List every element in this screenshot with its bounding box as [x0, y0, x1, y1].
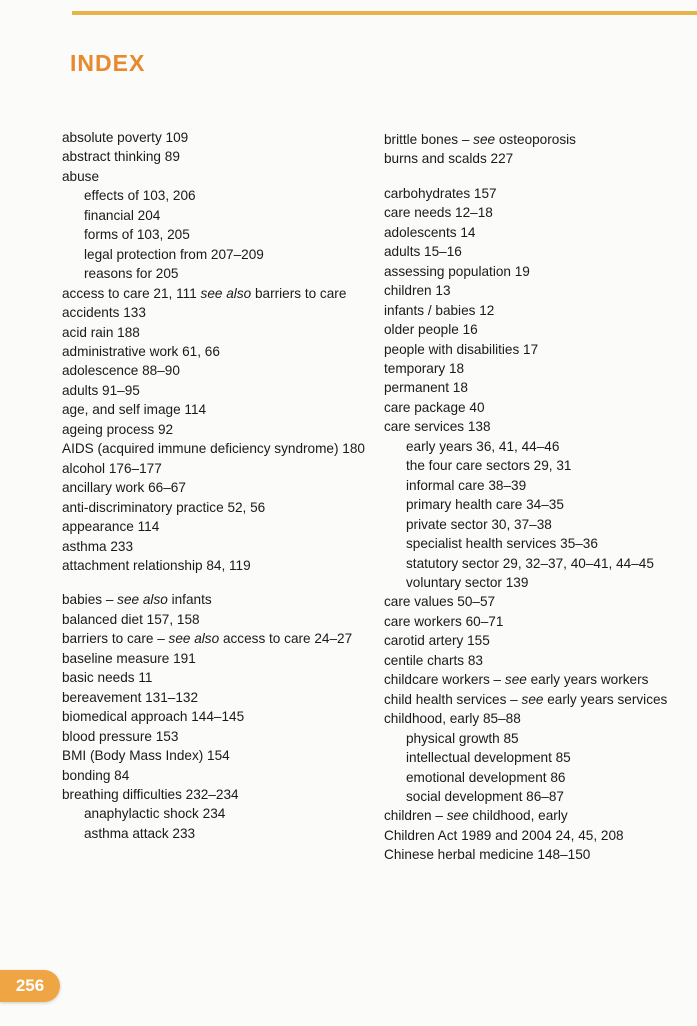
index-entry — [62, 517, 382, 536]
top-accent-rule — [72, 11, 697, 15]
index-entry — [62, 537, 382, 556]
index-entry — [62, 498, 382, 517]
entry-text: breathing difficulties 232–234 — [62, 786, 239, 802]
entry-reference-target: osteoporosis — [495, 132, 576, 147]
index-entry — [62, 381, 382, 400]
index-column-left — [62, 128, 382, 843]
index-subentry — [384, 534, 684, 553]
index-entry — [384, 806, 684, 825]
entry-text: alcohol 176–177 — [62, 460, 162, 476]
entry-text: intellectual development 85 — [406, 750, 571, 766]
index-subentry — [384, 729, 684, 748]
index-entry — [62, 284, 382, 303]
index-entry — [384, 690, 684, 709]
index-entry — [62, 361, 382, 380]
entry-text: children 13 — [384, 283, 451, 299]
entry-text: anti-discriminatory practice 52, 56 — [62, 499, 266, 515]
index-entry — [62, 610, 382, 629]
index-subentry — [384, 787, 684, 806]
entry-text: Children Act 1989 and 2004 24, 45, 208 — [384, 827, 624, 843]
entry-text: early years 36, 41, 44–46 — [406, 438, 560, 454]
index-entry — [384, 340, 684, 359]
entry-text: care workers 60–71 — [384, 613, 504, 629]
entry-text: abstract thinking 89 — [62, 149, 180, 165]
entry-text: reasons for 205 — [84, 266, 179, 282]
index-entry — [62, 688, 382, 707]
index-entry — [62, 420, 382, 439]
index-entry — [384, 223, 684, 242]
index-entry — [62, 766, 382, 785]
see-reference: see also — [168, 631, 220, 647]
entry-text: basic needs 11 — [62, 670, 153, 686]
index-subentry — [62, 264, 382, 283]
entry-text: babies – — [62, 592, 118, 608]
entry-text: assessing population 19 — [384, 263, 530, 279]
see-reference: see — [504, 672, 527, 688]
entry-text: ancillary work 66–67 — [62, 480, 186, 496]
entry-text: older people 16 — [384, 322, 478, 338]
entry-reference-target: barriers to care — [251, 285, 347, 301]
index-entry — [62, 128, 382, 147]
entry-text: care package 40 — [384, 399, 485, 415]
entry-text: AIDS (acquired immune deficiency syndrome) 180 — [62, 441, 365, 457]
entry-text: forms of 103, 205 — [84, 227, 190, 243]
entry-text: ageing process 92 — [62, 421, 174, 437]
index-entry — [384, 398, 684, 417]
index-entry — [62, 649, 382, 668]
index-subentry — [62, 245, 382, 264]
index-entry — [384, 184, 684, 203]
entry-text: administrative work 61, 66 — [62, 343, 220, 359]
index-subentry — [384, 748, 684, 767]
entry-text: emotional development 86 — [406, 769, 566, 785]
index-subentry — [384, 456, 684, 475]
entry-text: bonding 84 — [62, 767, 130, 783]
index-entry — [62, 342, 382, 361]
see-reference: see — [521, 691, 544, 707]
entry-text: statutory sector 29, 32–37, 40–41, 44–45 — [406, 555, 654, 571]
entry-text: informal care 38–39 — [406, 477, 527, 493]
index-entry — [62, 707, 382, 726]
index-entry — [384, 709, 684, 728]
entry-text: blood pressure 153 — [62, 728, 179, 744]
entry-reference-target: access to care 24–27 — [219, 631, 353, 647]
index-subentry — [62, 186, 382, 205]
entry-text: care values 50–57 — [384, 594, 496, 610]
index-entry — [62, 746, 382, 765]
entry-text: voluntary sector 139 — [406, 574, 529, 590]
see-reference: see also — [200, 285, 252, 301]
entry-reference-target: early years services — [543, 691, 668, 707]
index-entry — [384, 417, 684, 436]
index-entry — [384, 826, 684, 845]
entry-text: biomedical approach 144–145 — [62, 709, 245, 725]
entry-text: legal protection from 207–209 — [84, 246, 264, 262]
entry-text: abuse — [62, 168, 100, 184]
index-entry — [62, 727, 382, 746]
entry-text: asthma attack 233 — [84, 825, 196, 841]
entry-text: infants / babies 12 — [384, 302, 495, 318]
entry-text: anaphylactic shock 234 — [84, 806, 226, 822]
index-subentry — [62, 804, 382, 823]
entry-text: financial 204 — [84, 207, 161, 223]
page-title: INDEX — [70, 50, 146, 76]
index-entry — [384, 670, 684, 689]
entry-text: childcare workers – — [384, 672, 505, 688]
index-entry — [62, 785, 382, 804]
see-reference: see — [473, 132, 496, 147]
entry-text: appearance 114 — [62, 519, 160, 535]
entry-text: adults 15–16 — [384, 244, 462, 260]
index-entry — [384, 262, 684, 281]
entry-text: children – — [384, 808, 447, 824]
index-entry — [62, 590, 382, 609]
index-entry — [62, 400, 382, 419]
entry-text: access to care 21, 111 — [62, 285, 201, 301]
entry-text: attachment relationship 84, 119 — [62, 557, 251, 573]
page-number-badge: 256 — [0, 970, 60, 1002]
entry-text: brittle bones – — [384, 132, 474, 147]
index-entry — [62, 167, 382, 186]
entry-text: child health services – — [384, 691, 522, 707]
index-subentry — [384, 476, 684, 495]
entry-text: baseline measure 191 — [62, 650, 196, 666]
entry-text: BMI (Body Mass Index) 154 — [62, 748, 230, 764]
entry-text: people with disabilities 17 — [384, 341, 539, 357]
entry-text: adults 91–95 — [62, 382, 140, 398]
entry-text: specialist health services 35–36 — [406, 536, 598, 552]
entry-text: age, and self image 114 — [62, 402, 207, 418]
entry-text: physical growth 85 — [406, 730, 519, 746]
entry-text: primary health care 34–35 — [406, 497, 564, 513]
see-reference: see — [446, 808, 469, 824]
index-entry — [384, 130, 684, 149]
index-entry — [62, 668, 382, 687]
index-entry — [62, 303, 382, 322]
index-entry — [384, 592, 684, 611]
index-entry — [62, 478, 382, 497]
index-subentry — [384, 437, 684, 456]
entry-text: social development 86–87 — [406, 788, 564, 804]
index-entry — [384, 631, 684, 650]
entry-text: temporary 18 — [384, 360, 465, 376]
entry-text: burns and scalds 227 — [384, 151, 514, 167]
entry-text: Chinese herbal medicine 148–150 — [384, 847, 591, 863]
entry-text: centile charts 83 — [384, 652, 483, 668]
index-entry — [384, 612, 684, 631]
entry-text: care services 138 — [384, 419, 491, 435]
index-subentry — [384, 768, 684, 787]
entry-text: effects of 103, 206 — [84, 188, 196, 204]
index-entry — [384, 320, 684, 339]
entry-text: carotid artery 155 — [384, 633, 490, 649]
index-entry — [384, 301, 684, 320]
entry-text: private sector 30, 37–38 — [406, 516, 552, 532]
see-reference: see also — [117, 592, 168, 608]
entry-text: the four care sectors 29, 31 — [406, 458, 572, 474]
index-entry — [62, 323, 382, 342]
entry-reference-target: childhood, early — [468, 808, 568, 824]
index-subentry — [62, 225, 382, 244]
entry-text: carbohydrates 157 — [384, 185, 497, 201]
index-subentry — [62, 206, 382, 225]
entry-text: care needs 12–18 — [384, 205, 493, 221]
entry-reference-target: early years workers — [526, 672, 649, 688]
index-subentry — [384, 573, 684, 592]
entry-text: adolescents 14 — [384, 224, 476, 240]
index-column-right — [384, 130, 684, 865]
entry-text: absolute poverty 109 — [62, 130, 189, 145]
entry-text: bereavement 131–132 — [62, 689, 199, 705]
entry-text: barriers to care – — [62, 631, 169, 647]
index-entry — [384, 378, 684, 397]
entry-text: asthma 233 — [62, 538, 134, 554]
index-entry — [62, 629, 382, 648]
index-entry — [384, 651, 684, 670]
entry-reference-target: infants — [167, 592, 212, 608]
index-entry — [384, 242, 684, 261]
index-subentry — [384, 554, 684, 573]
entry-text: acid rain 188 — [62, 324, 140, 340]
entry-text: permanent 18 — [384, 380, 468, 396]
index-entry — [384, 203, 684, 222]
index-entry — [384, 845, 684, 864]
index-entry — [384, 149, 684, 168]
index-entry — [62, 556, 382, 575]
index-subentry — [62, 824, 382, 843]
index-entry — [384, 281, 684, 300]
index-subentry — [384, 495, 684, 514]
index-entry — [62, 439, 382, 458]
entry-text: balanced diet 157, 158 — [62, 611, 200, 627]
index-entry — [62, 459, 382, 478]
index-entry — [384, 359, 684, 378]
entry-text: accidents 133 — [62, 305, 146, 321]
entry-text: childhood, early 85–88 — [384, 711, 521, 727]
index-subentry — [384, 515, 684, 534]
entry-text: adolescence 88–90 — [62, 363, 180, 379]
index-entry — [62, 147, 382, 166]
